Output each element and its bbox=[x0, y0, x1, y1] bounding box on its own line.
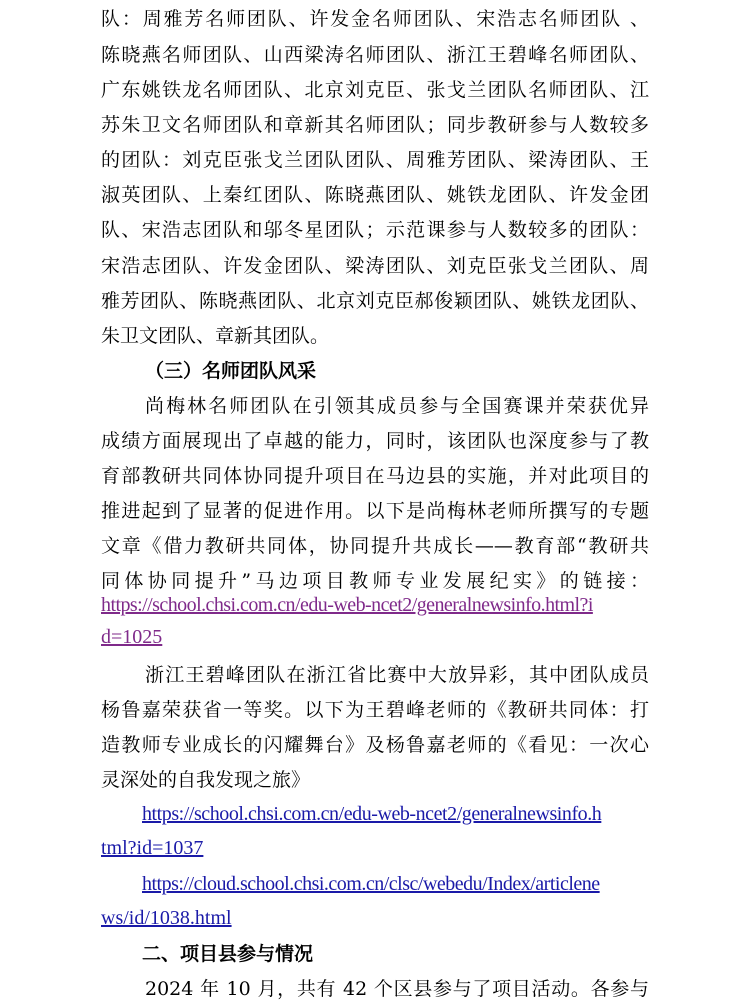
article-link-wang-cont[interactable]: tml?id=1037 bbox=[101, 837, 204, 859]
text-line: 广东姚铁龙名师团队、北京刘克臣、张戈兰团队名师团队、江 bbox=[101, 79, 649, 101]
section-heading: （三）名师团队风采 bbox=[145, 360, 317, 382]
text-line: 苏朱卫文名师团队和章新其名师团队；同步教研参与人数较多 bbox=[101, 114, 649, 136]
paragraph-line: 2024 年 10 月，共有 42 个区县参与了项目活动。各参与 bbox=[145, 978, 649, 1000]
text-line: 宋浩志团队、许发金团队、梁涛团队、刘克臣张戈兰团队、周 bbox=[101, 255, 649, 277]
paragraph-line: 浙江王碧峰团队在浙江省比赛中大放异彩，其中团队成员 bbox=[145, 664, 649, 686]
section-heading: 二、项目县参与情况 bbox=[142, 943, 314, 965]
article-link-yang[interactable]: https://cloud.school.chsi.com.cn/clsc/webedu/Index/articlene bbox=[142, 873, 600, 895]
paragraph-line: 同体协同提升”马边项目教师专业发展纪实》的链接： bbox=[101, 570, 649, 592]
paragraph-line: 杨鲁嘉荣获省一等奖。以下为王碧峰老师的《教研共同体：打 bbox=[101, 699, 649, 721]
paragraph-line: 尚梅林名师团队在引领其成员参与全国赛课并荣获优异 bbox=[145, 395, 649, 417]
article-link-shang-cont[interactable]: d=1025 bbox=[101, 626, 163, 648]
text-line: 朱卫文团队、章新其团队。 bbox=[101, 325, 330, 347]
article-link-yang-cont[interactable]: ws/id/1038.html bbox=[101, 907, 232, 929]
text-line: 的团队：刘克臣张戈兰团队团队、周雅芳团队、梁涛团队、王 bbox=[101, 149, 649, 171]
article-link-wang[interactable]: https://school.chsi.com.cn/edu-web-ncet2/generalnewsinfo.h bbox=[142, 803, 602, 825]
paragraph-line: 推进起到了显著的促进作用。以下是尚梅林老师所撰写的专题 bbox=[101, 500, 649, 522]
text-line: 淑英团队、上秦红团队、陈晓燕团队、姚铁龙团队、许发金团 bbox=[101, 184, 649, 206]
text-line: 陈晓燕名师团队、山西梁涛名师团队、浙江王碧峰名师团队、 bbox=[101, 44, 649, 66]
paragraph-line: 育部教研共同体协同提升项目在马边县的实施，并对此项目的 bbox=[101, 465, 649, 487]
text-line: 队、宋浩志团队和邬冬星团队；示范课参与人数较多的团队： bbox=[101, 219, 649, 241]
text-line: 雅芳团队、陈晓燕团队、北京刘克臣郝俊颖团队、姚铁龙团队、 bbox=[101, 290, 649, 312]
text-line: 队：周雅芳名师团队、许发金名师团队、宋浩志名师团队 、 bbox=[101, 8, 649, 30]
paragraph-line: 灵深处的自我发现之旅》 bbox=[101, 769, 311, 791]
paragraph-line: 文章《借力教研共同体，协同提升共成长——教育部“教研共 bbox=[101, 535, 649, 557]
paragraph-line: 造教师专业成长的闪耀舞台》及杨鲁嘉老师的《看见：一次心 bbox=[101, 734, 649, 756]
paragraph-line: 成绩方面展现出了卓越的能力，同时，该团队也深度参与了教 bbox=[101, 430, 649, 452]
article-link-shang[interactable]: https://school.chsi.com.cn/edu-web-ncet2/generalnewsinfo.html?i bbox=[101, 594, 593, 616]
